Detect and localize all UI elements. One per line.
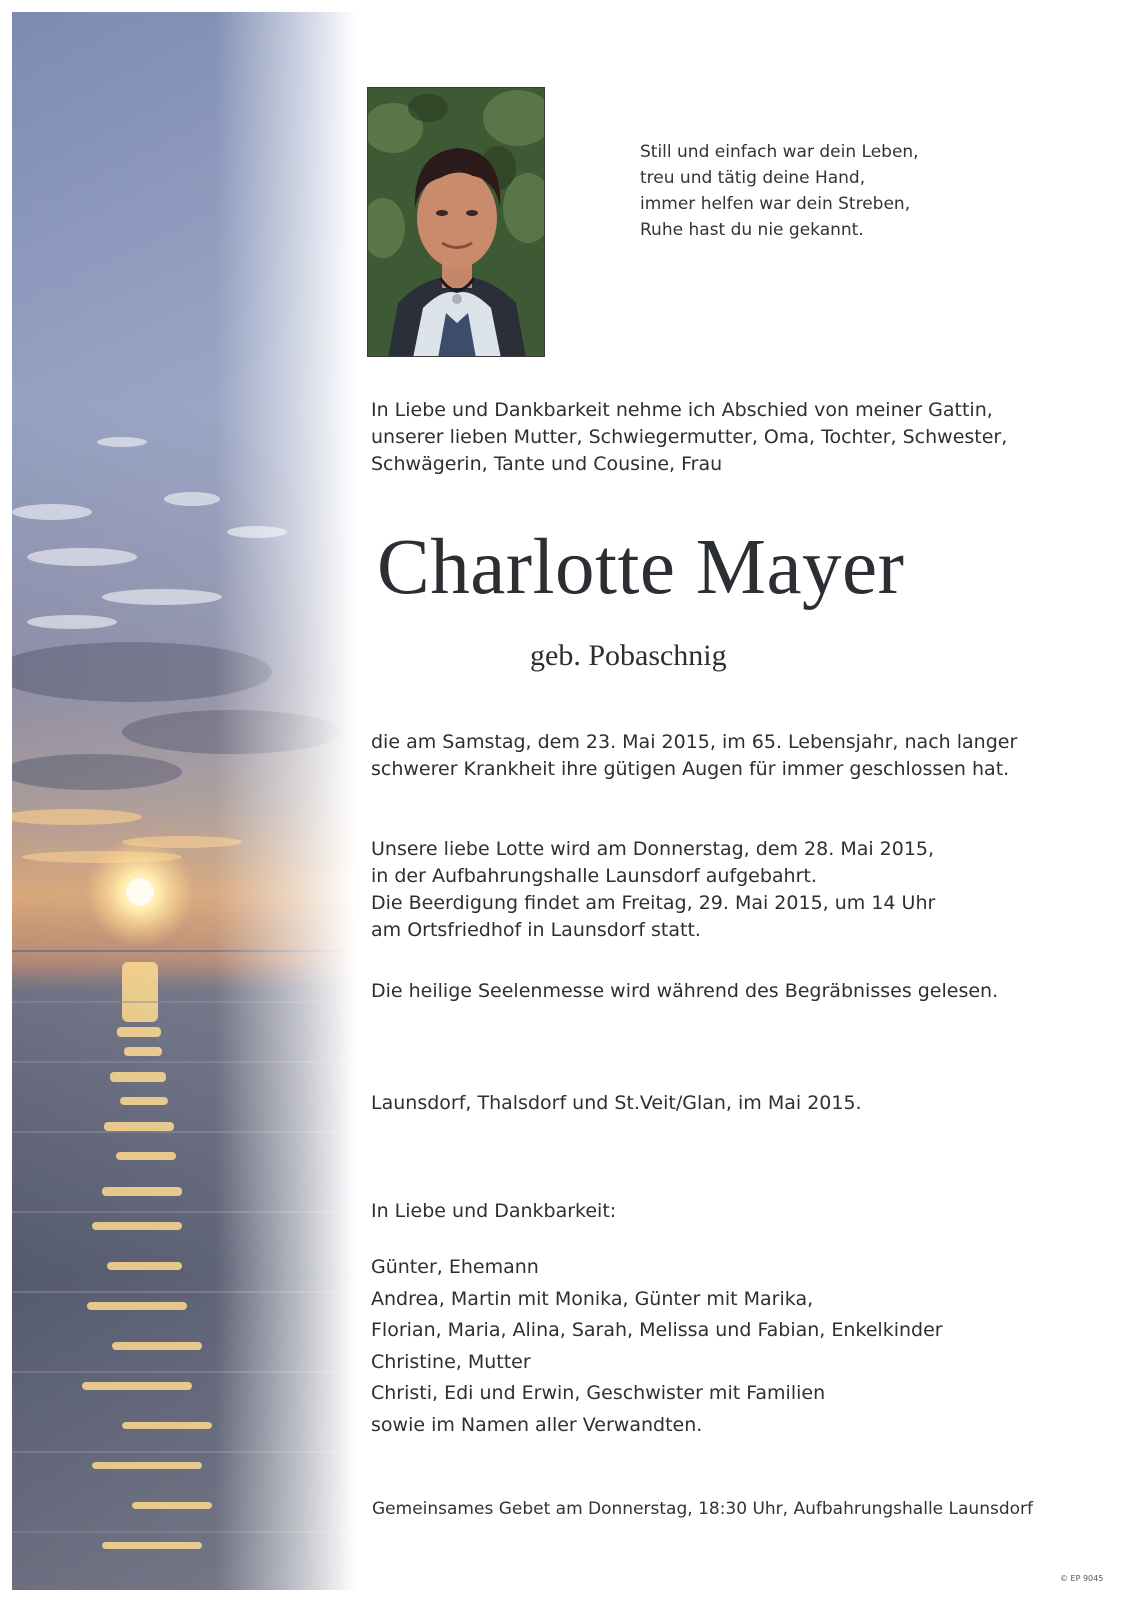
mourner-line: sowie im Namen aller Verwandten. xyxy=(371,1413,703,1436)
mourner-line: Christi, Edi und Erwin, Geschwister mit Familien xyxy=(371,1382,826,1404)
portrait-photo xyxy=(367,87,545,357)
poem-line: immer helfen war dein Streben, xyxy=(640,194,911,214)
mourners-heading xyxy=(371,1198,1091,1225)
mourners-heading-text: In Liebe und Dankbarkeit: xyxy=(371,1200,617,1222)
death-notice xyxy=(371,729,1091,783)
funeral-line: in der Aufbahrungshalle Launsdorf aufgebahrt. xyxy=(371,865,817,887)
poem-line: treu und tätig deine Hand, xyxy=(640,168,866,188)
maiden-name: geb. Pobaschnig xyxy=(530,639,727,672)
prayer-note: Gemeinsames Gebet am Donnerstag, 18:30 Uhr, Aufbahrungshalle Launsdorf xyxy=(372,1499,1033,1519)
mass-note xyxy=(371,978,1091,1005)
funeral-line: Unsere liebe Lotte wird am Donnerstag, dem 28. Mai 2015, xyxy=(371,838,935,860)
sunset-sea-image xyxy=(12,12,382,1590)
mourner-line: Florian, Maria, Alina, Sarah, Melissa und Fabian, Enkelkinder xyxy=(371,1319,943,1341)
mass-line: Die heilige Seelenmesse wird während des Begräbnisses gelesen. xyxy=(371,980,999,1002)
mourner-line: Günter, Ehemann xyxy=(371,1256,539,1278)
place-date-line: Launsdorf, Thalsdorf und St.Veit/Glan, im Mai 2015. xyxy=(371,1092,862,1114)
death-notice-line: die am Samstag, dem 23. Mai 2015, im 65. Lebensjahr, nach langer xyxy=(371,731,1018,753)
mourner-line: Andrea, Martin mit Monika, Günter mit Marika, xyxy=(371,1287,814,1310)
intro-line: In Liebe und Dankbarkeit nehme ich Abschied von meiner Gattin, xyxy=(371,399,993,421)
intro-text xyxy=(371,397,1091,478)
funeral-line: Die Beerdigung findet am Freitag, 29. Mai 2015, um 14 Uhr xyxy=(371,892,936,914)
copyright-mark: © EP 9045 xyxy=(1060,1574,1104,1583)
poem xyxy=(640,139,1000,243)
place-date xyxy=(371,1090,1091,1117)
mourner-line: Christine, Mutter xyxy=(371,1350,531,1373)
funeral-info xyxy=(371,836,1091,944)
poem-line: Ruhe hast du nie gekannt. xyxy=(640,220,864,240)
mourners-list xyxy=(371,1252,1091,1441)
deceased-name: Charlotte Mayer xyxy=(377,524,905,611)
funeral-line: am Ortsfriedhof in Launsdorf statt. xyxy=(371,919,701,941)
intro-line: unserer lieben Mutter, Schwiegermutter, Oma, Tochter, Schwester, xyxy=(371,426,1008,448)
death-notice-line: schwerer Krankheit ihre gütigen Augen für immer geschlossen hat. xyxy=(371,758,1010,780)
poem-line: Still und einfach war dein Leben, xyxy=(640,142,919,162)
intro-line: Schwägerin, Tante und Cousine, Frau xyxy=(371,453,723,475)
